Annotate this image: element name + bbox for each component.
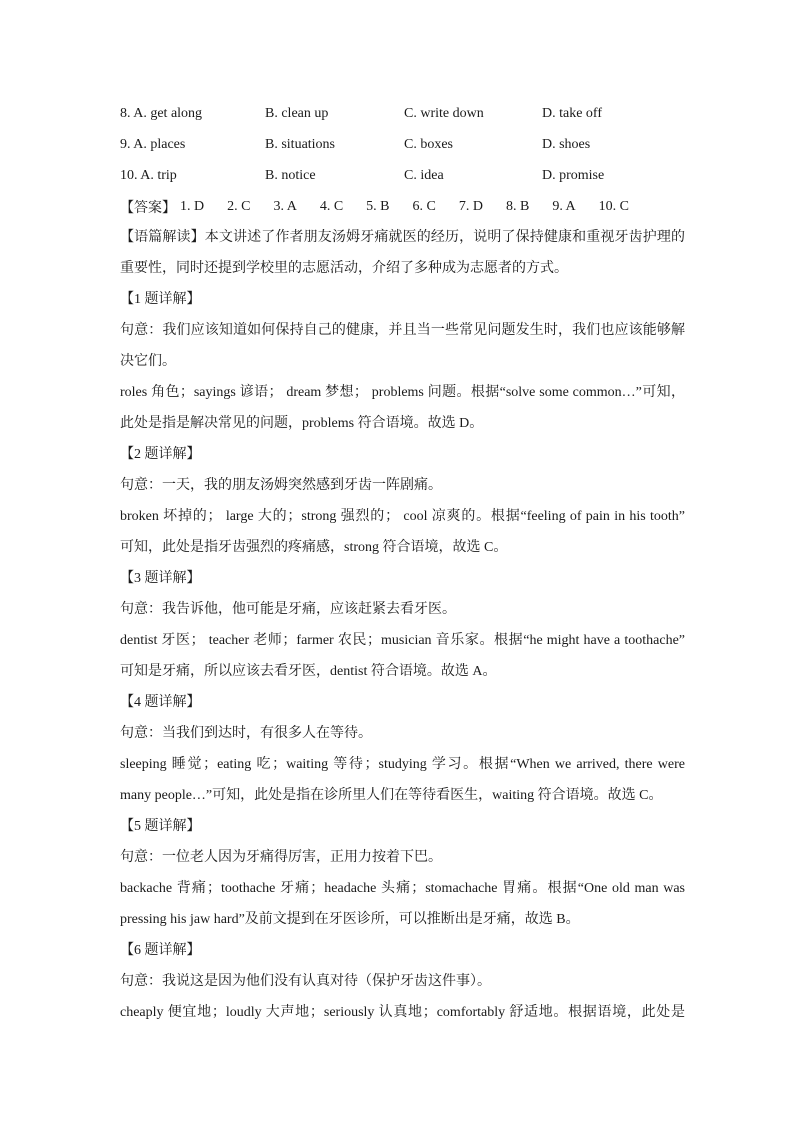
- explanation-6: [120, 935, 685, 1028]
- explanation-line: 句意：我说这是因为他们没有认真对待（保护牙齿这件事）。: [120, 974, 491, 989]
- explanation-title: 【4 题详解】: [120, 695, 201, 710]
- explanation-line: 句意：一天，我的朋友汤姆突然感到牙齿一阵剧痛。: [120, 478, 442, 493]
- explanation-line: cheaply 便宜地；loudly 大声地；seriously 认真地；comfortably 舒适地。根据语境，此处是: [120, 1005, 685, 1020]
- option-row-8: [120, 98, 685, 129]
- option-row-10: [120, 160, 685, 191]
- explanation-title: 【6 题详解】: [120, 943, 201, 958]
- options-block: [120, 98, 685, 191]
- answer-item: 9. A: [552, 198, 576, 214]
- reading-label: 【语篇解读】: [120, 230, 205, 245]
- option: B. situations: [265, 136, 336, 152]
- answer-item: 5. B: [366, 198, 390, 214]
- option: C. write down: [404, 105, 484, 121]
- explanation-1: [120, 284, 685, 439]
- answer-label: 【答案】: [120, 200, 176, 216]
- explanation-3: [120, 563, 685, 687]
- answer-item: 8. B: [505, 198, 530, 214]
- explanation-line: roles 角色；sayings 谚语； dream 梦想； problems 问题。根据“solve some common…”可知，: [120, 385, 685, 400]
- document-page: [120, 98, 685, 1028]
- explanation-line: dentist 牙医； teacher 老师；farmer 农民；musician 音乐家。根据“he might have a toothache”: [120, 633, 685, 648]
- explanation-title: 【5 题详解】: [120, 819, 201, 834]
- reading-text: 本文讲述了作者朋友汤姆牙痛就医的经历，说明了保持健康和重视牙齿护理的: [204, 230, 686, 245]
- option: B. notice: [265, 167, 316, 183]
- answer-item: 2. C: [227, 198, 251, 214]
- option: 8. A. get along: [120, 105, 203, 121]
- answer-item: 7. D: [458, 198, 483, 214]
- explanation-line: 句意：我们应该知道如何保持自己的健康，并且当一些常见问题发生时，我们也应该能够解: [120, 323, 685, 338]
- explanation-line: 此处是指是解决常见的问题，problems 符合语境。故选 D。: [120, 416, 484, 431]
- answer-item: 6. C: [412, 198, 436, 214]
- explanation-line: broken 坏掉的； large 大的；strong 强烈的； cool 凉爽的。根据“feeling of pain in his tooth”: [120, 509, 685, 524]
- explanation-line: sleeping 睡觉；eating 吃；waiting 等待；studying 学习。根据“When we arrived, there were: [120, 757, 685, 772]
- reading-summary: [120, 222, 685, 284]
- answer-key: [120, 191, 685, 222]
- explanation-4: [120, 687, 685, 811]
- reading-line: [120, 222, 685, 253]
- option: D. take off: [542, 105, 602, 121]
- explanation-2: [120, 439, 685, 563]
- answer-item: 10. C: [598, 198, 629, 214]
- option: C. boxes: [404, 136, 453, 152]
- option: C. idea: [404, 167, 444, 183]
- explanation-title: 【2 题详解】: [120, 447, 201, 462]
- explanation-line: many people…”可知，此处是指在诊所里人们在等待看医生，waiting 符合语境。故选 C。: [120, 788, 663, 803]
- explanation-line: 可知是牙痛，所以应该去看牙医，dentist 符合语境。故选 A。: [120, 664, 497, 679]
- option-row-9: [120, 129, 685, 160]
- explanation-line: 句意：一位老人因为牙痛得厉害，正用力按着下巴。: [120, 850, 442, 865]
- answer-item: 3. A: [273, 198, 297, 214]
- explanation-title: 【1 题详解】: [120, 292, 201, 307]
- option: 10. A. trip: [120, 167, 177, 183]
- explanation-5: [120, 811, 685, 935]
- answer-item: 4. C: [319, 198, 344, 214]
- option: 9. A. places: [120, 136, 186, 152]
- explanation-line: 决它们。: [120, 354, 176, 369]
- option: D. promise: [542, 167, 605, 183]
- explanation-title: 【3 题详解】: [120, 571, 201, 586]
- explanation-line: backache 背痛；toothache 牙痛；headache 头痛；stomachache 胃痛。根据“One old man was: [120, 881, 685, 896]
- answer-item: 1. D: [180, 198, 205, 214]
- reading-line: 重要性，同时还提到学校里的志愿活动，介绍了多种成为志愿者的方式。: [120, 261, 568, 276]
- explanation-line: 可知，此处是指牙齿强烈的疼痛感，strong 符合语境，故选 C。: [120, 540, 508, 555]
- explanation-line: pressing his jaw hard”及前文提到在牙医诊所，可以推断出是牙痛，故选 B。: [120, 912, 580, 927]
- option: B. clean up: [265, 105, 329, 121]
- option: D. shoes: [542, 136, 591, 152]
- explanation-line: 句意：我告诉他，他可能是牙痛，应该赶紧去看牙医。: [120, 602, 456, 617]
- explanation-line: 句意：当我们到达时，有很多人在等待。: [120, 726, 372, 741]
